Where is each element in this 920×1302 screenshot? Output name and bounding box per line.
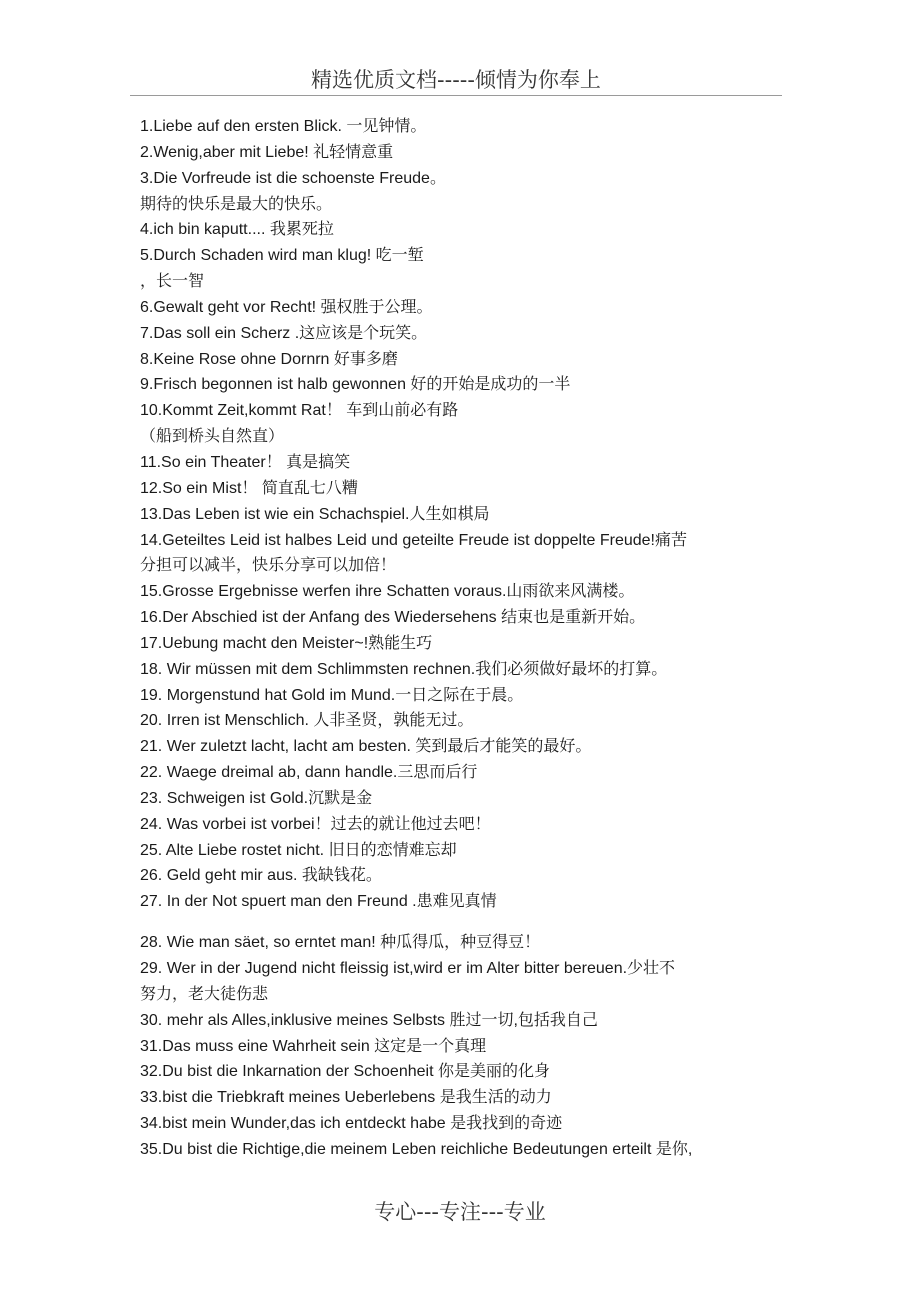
phrase-line: 20. Irren ist Menschlich. 人非圣贤，孰能无过。 bbox=[140, 712, 474, 730]
phrase-line: 7.Das soll ein Scherz .这应该是个玩笑。 bbox=[140, 324, 428, 342]
phrase-group-1 bbox=[140, 114, 790, 915]
phrase-line: 25. Alte Liebe rostet nicht. 旧日的恋情难忘却 bbox=[140, 841, 457, 859]
phrase-line: 9.Frisch begonnen ist halb gewonnen 好的开始是成功的一半 bbox=[140, 376, 571, 394]
phrase-line: 35.Du bist die Richtige,die meinem Leben reichliche Bedeutungen erteilt 是你, bbox=[140, 1140, 693, 1158]
phrase-line: 6.Gewalt geht vor Recht! 强权胜于公理。 bbox=[140, 298, 433, 316]
phrase-line: 31.Das muss eine Wahrheit sein 这定是一个真理 bbox=[140, 1037, 487, 1055]
phrase-line: 19. Morgenstund hat Gold im Mund.一日之际在于晨。 bbox=[140, 686, 524, 704]
phrase-line: 17.Uebung macht den Meister~!熟能生巧 bbox=[140, 634, 433, 652]
phrase-line: 4.ich bin kaputt.... 我累死拉 bbox=[140, 221, 334, 239]
phrase-line: 33.bist die Triebkraft meines Ueberlebens 是我生活的动力 bbox=[140, 1089, 552, 1107]
phrase-line: 15.Grosse Ergebnisse werfen ihre Schatten voraus.山雨欲来风满楼。 bbox=[140, 583, 635, 601]
phrase-list bbox=[140, 114, 790, 1163]
phrase-line: 18. Wir müssen mit dem Schlimmsten rechnen.我们必须做好最坏的打算。 bbox=[140, 660, 668, 678]
phrase-line: 26. Geld geht mir aus. 我缺钱花。 bbox=[140, 867, 382, 885]
phrase-line: 13.Das Leben ist wie ein Schachspiel.人生如棋局 bbox=[140, 505, 490, 523]
phrase-line: 14.Geteiltes Leid ist halbes Leid und geteilte Freude ist doppelte Freude!痛苦 bbox=[140, 531, 688, 549]
phrase-line: 28. Wie man säet, so erntet man! 种瓜得瓜，种豆得豆！ bbox=[140, 934, 541, 952]
phrase-line: 11.So ein Theater！ 真是搞笑 bbox=[140, 453, 351, 471]
phrase-line: 23. Schweigen ist Gold.沉默是金 bbox=[140, 789, 373, 807]
phrase-line: 分担可以减半，快乐分享可以加倍！ bbox=[140, 557, 397, 575]
phrase-line: ，长一智 bbox=[140, 273, 205, 291]
phrase-line: 30. mehr als Alles,inklusive meines Selbsts 胜过一切,包括我自己 bbox=[140, 1011, 598, 1029]
phrase-line: （船到桥头自然直） bbox=[140, 428, 285, 446]
paragraph-gap bbox=[140, 915, 790, 930]
phrase-group-2 bbox=[140, 930, 790, 1163]
phrase-line: 2.Wenig,aber mit Liebe! 礼轻情意重 bbox=[140, 143, 394, 161]
phrase-line: 3.Die Vorfreude ist die schoenste Freude。 bbox=[140, 169, 446, 187]
phrase-line: 8.Keine Rose ohne Dornrn 好事多磨 bbox=[140, 350, 398, 368]
phrase-line: 24. Was vorbei ist vorbei！过去的就让他过去吧！ bbox=[140, 815, 491, 833]
page-header: 精选优质文档-----倾情为你奉上 bbox=[311, 68, 601, 92]
phrase-line: 29. Wer in der Jugend nicht fleissig ist,wird er im Alter bitter bereuen.少壮不 bbox=[140, 960, 676, 977]
phrase-line: 34.bist mein Wunder,das ich entdeckt habe 是我找到的奇迹 bbox=[140, 1115, 563, 1133]
header-divider bbox=[130, 95, 782, 96]
phrase-line: 27. In der Not spuert man den Freund .患难见真情 bbox=[140, 893, 497, 911]
phrase-line: 期待的快乐是最大的快乐。 bbox=[140, 195, 333, 213]
page-footer: 专心---专注---专业 bbox=[374, 1200, 546, 1224]
phrase-line: 32.Du bist die Inkarnation der Schoenheit 你是美丽的化身 bbox=[140, 1063, 550, 1081]
phrase-line: 5.Durch Schaden wird man klug! 吃一堑 bbox=[140, 247, 424, 265]
phrase-line: 1.Liebe auf den ersten Blick. 一见钟情。 bbox=[140, 118, 427, 135]
phrase-line: 22. Waege dreimal ab, dann handle.三思而后行 bbox=[140, 764, 478, 782]
phrase-line: 12.So ein Mist！ 简直乱七八糟 bbox=[140, 479, 358, 497]
phrase-line: 16.Der Abschied ist der Anfang des Wiedersehens 结束也是重新开始。 bbox=[140, 609, 646, 627]
phrase-line: 10.Kommt Zeit,kommt Rat！ 车到山前必有路 bbox=[140, 402, 459, 420]
phrase-line: 努力，老大徒伤悲 bbox=[140, 985, 269, 1003]
phrase-line: 21. Wer zuletzt lacht, lacht am besten. 笑到最后才能笑的最好。 bbox=[140, 738, 592, 756]
